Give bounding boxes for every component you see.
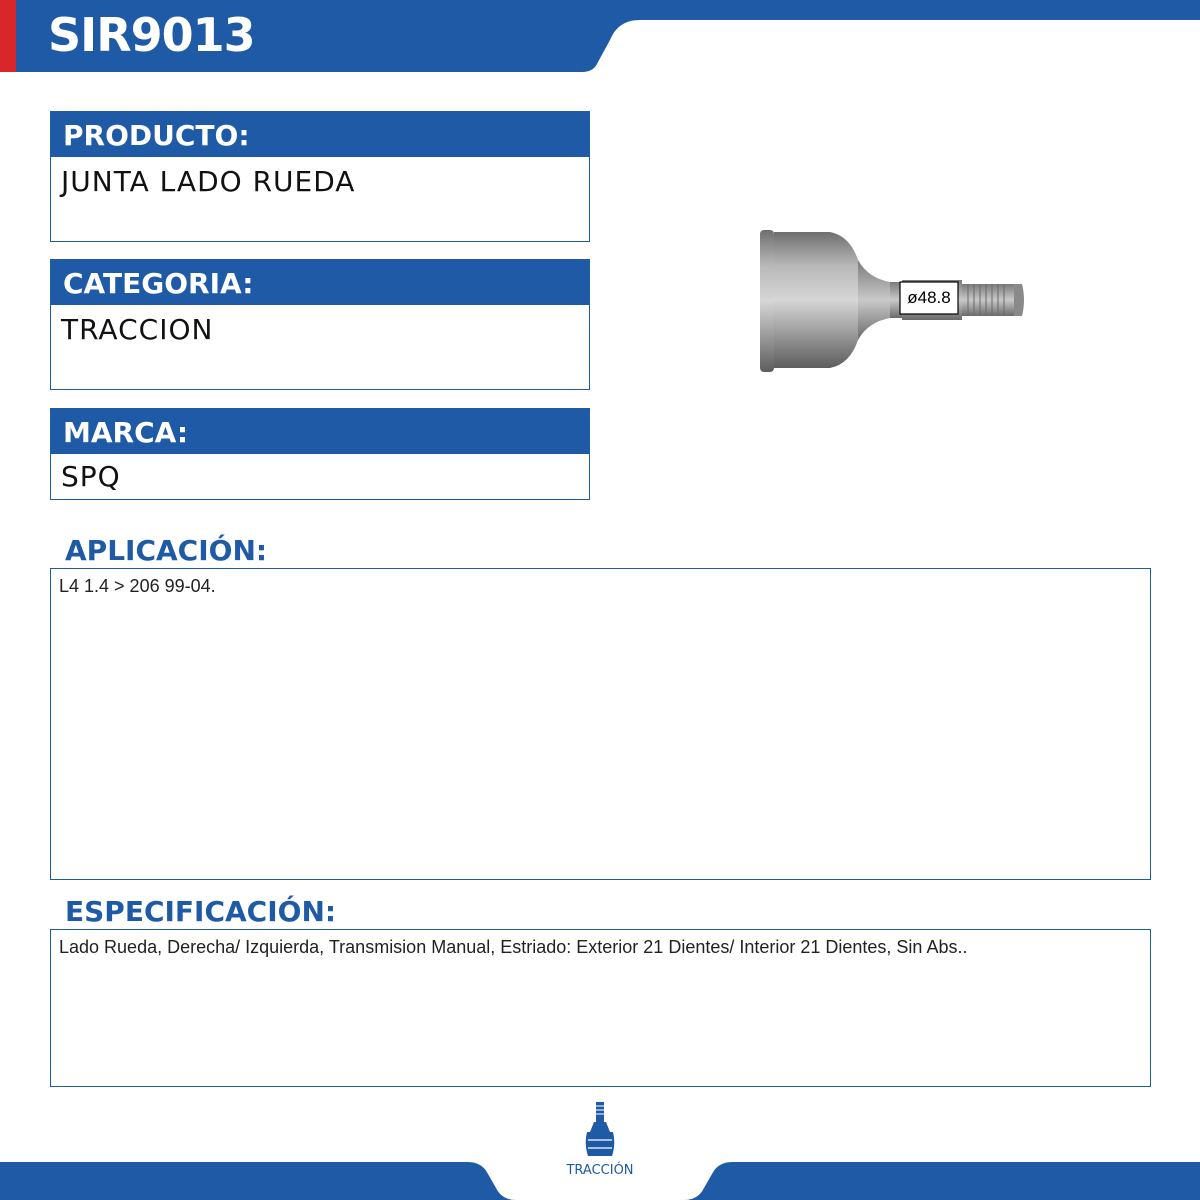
producto-value: JUNTA LADO RUEDA bbox=[61, 165, 356, 198]
producto-label: PRODUCTO: bbox=[51, 112, 589, 157]
especificacion-text: Lado Rueda, Derecha/ Izquierda, Transmision Manual, Estriado: Exterior 21 Dientes/ Interior 21 Dientes, Sin Abs.. bbox=[59, 937, 968, 957]
especificacion-box bbox=[50, 929, 1151, 1087]
product-code-title: SIR9013 bbox=[48, 8, 255, 62]
dimension-label: ø48.8 bbox=[907, 288, 951, 307]
categoria-label: CATEGORIA: bbox=[51, 260, 589, 305]
aplicacion-text: L4 1.4 > 206 99-04. bbox=[59, 576, 216, 596]
cv-joint-icon bbox=[582, 1100, 618, 1162]
cv-joint-image bbox=[750, 220, 1040, 380]
footer-category-label: TRACCIÓN bbox=[566, 1163, 634, 1178]
marca-field bbox=[50, 408, 590, 500]
categoria-field bbox=[50, 259, 590, 390]
marca-value: SPQ bbox=[61, 460, 121, 493]
producto-field bbox=[50, 111, 590, 242]
especificacion-title: ESPECIFICACIÓN: bbox=[65, 895, 337, 928]
aplicacion-box bbox=[50, 568, 1151, 880]
marca-label: MARCA: bbox=[51, 409, 589, 454]
categoria-value: TRACCION bbox=[61, 313, 214, 346]
aplicacion-title: APLICACIÓN: bbox=[65, 534, 268, 567]
